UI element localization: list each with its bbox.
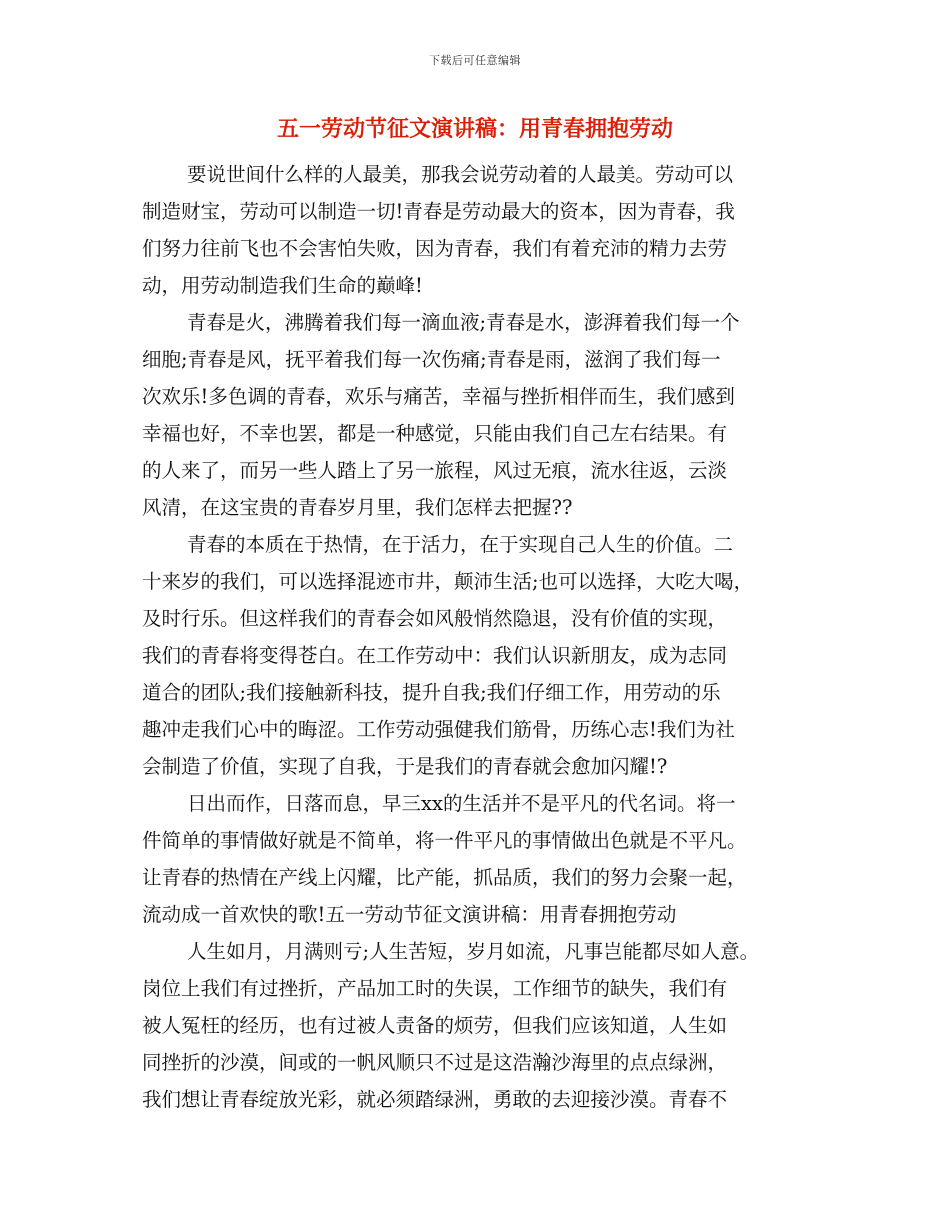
body-line: 会制造了价值，实现了自我，于是我们的青春就会愈加闪耀!? (142, 755, 668, 778)
page-header: 下载后可任意编辑 (429, 54, 521, 67)
body-line: 流动成一首欢快的歌!五一劳动节征文演讲稿：用青春拥抱劳动 (142, 903, 677, 926)
body-line: 动，用劳动制造我们生命的巅峰! (142, 274, 423, 297)
body-line: 日出而作，日落而息，早三xx的生活并不是平凡的代名词。将一 (187, 792, 736, 815)
body-line: 的人来了，而另一些人踏上了另一旅程，风过无痕，流水往返，云淡 (142, 459, 728, 482)
body-line: 人生如月，月满则亏;人生苦短，岁月如流，凡事岂能都尽如人意。 (187, 940, 760, 963)
body-line: 我们的青春将变得苍白。在工作劳动中：我们认识新朋友，成为志同 (142, 644, 728, 667)
body-line: 十来岁的我们，可以选择混迹市井，颠沛生活;也可以选择，大吃大喝， (142, 570, 754, 593)
document-title: 五一劳动节征文演讲稿：用青春拥抱劳动 (276, 116, 673, 142)
body-line: 道合的团队;我们接触新科技，提升自我;我们仔细工作，用劳动的乐 (142, 681, 721, 704)
document-body (142, 156, 842, 1118)
body-line: 次欢乐!多色调的青春，欢乐与痛苦，幸福与挫折相伴而生，我们感到 (142, 385, 735, 408)
body-line: 幸福也好，不幸也罢，都是一种感觉，只能由我们自己左右结果。有 (142, 422, 728, 445)
body-line: 让青春的热情在产线上闪耀，比产能，抓品质，我们的努力会聚一起， (142, 866, 747, 889)
body-line: 及时行乐。但这样我们的青春会如风般悄然隐退，没有价值的实现， (142, 607, 728, 630)
body-line: 我们想让青春绽放光彩，就必须踏绿洲，勇敢的去迎接沙漠。青春不 (142, 1088, 728, 1111)
body-line: 制造财宝，劳动可以制造一切!青春是劳动最大的资本，因为青春，我 (142, 200, 735, 223)
body-line: 青春是火，沸腾着我们每一滴血液;青春是水，澎湃着我们每一个 (187, 311, 740, 334)
body-line: 们努力往前飞也不会害怕失败，因为青春，我们有着充沛的精力去劳 (142, 237, 728, 260)
body-line: 同挫折的沙漠，间或的一帆风顺只不过是这浩瀚沙海里的点点绿洲， (142, 1051, 728, 1074)
body-line: 被人冤枉的经历，也有过被人责备的烦劳，但我们应该知道，人生如 (142, 1014, 728, 1037)
body-line: 岗位上我们有过挫折，产品加工时的失误，工作细节的缺失，我们有 (142, 977, 728, 1000)
body-line: 趣冲走我们心中的晦涩。工作劳动强健我们筋骨，历练心志!我们为社 (142, 718, 735, 741)
body-line: 细胞;青春是风，抚平着我们每一次伤痛;青春是雨，滋润了我们每一 (142, 348, 721, 371)
body-line: 青春的本质在于热情，在于活力，在于实现自己人生的价值。二 (187, 533, 734, 556)
body-line: 件简单的事情做好就是不简单，将一件平凡的事情做出色就是不平凡。 (142, 829, 747, 852)
body-line: 风清，在这宝贵的青春岁月里，我们怎样去把握?? (142, 496, 573, 519)
body-line: 要说世间什么样的人最美，那我会说劳动着的人最美。劳动可以 (187, 163, 734, 186)
